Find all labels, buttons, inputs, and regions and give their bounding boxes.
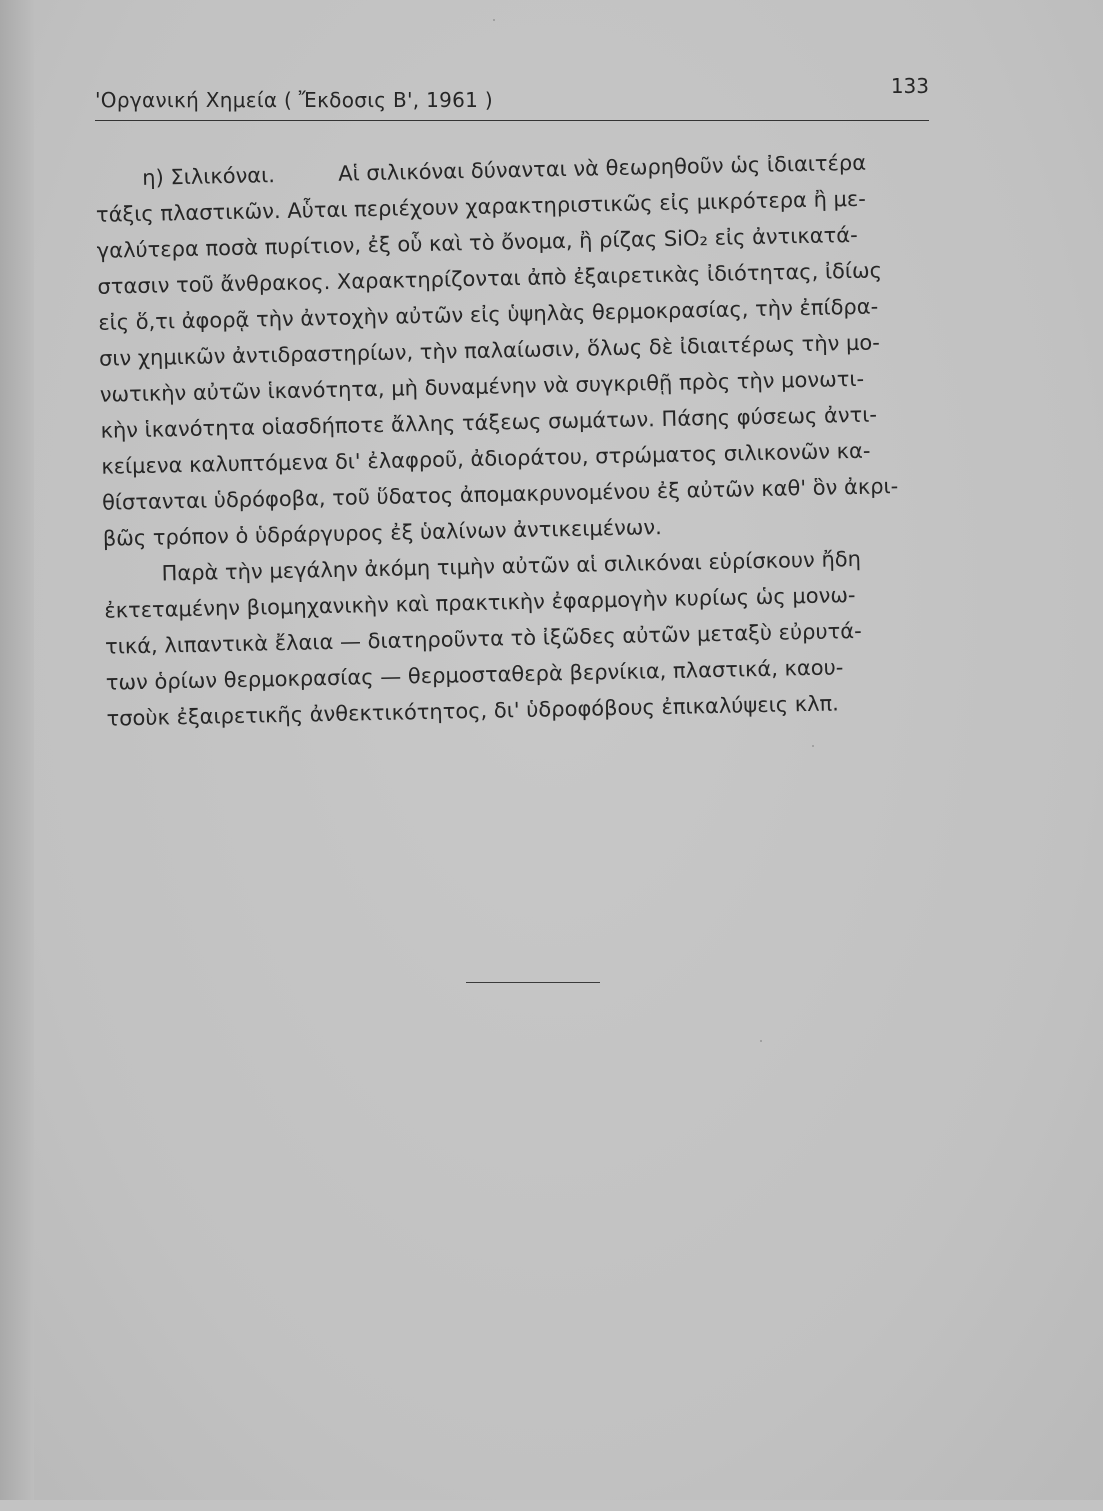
text-line: εἰς ὅ,τι ἀφορᾷ τὴν ἀντοχὴν αὐτῶν εἰς ὑψηλὰς θερμοκρασίας, τὴν ἐπίδρα- bbox=[98, 294, 879, 335]
running-title: 'Οργανική Χημεία ( Ἔκδοσις Β', 1961 ) bbox=[95, 88, 493, 112]
text-line: Παρὰ τὴν μεγάλην ἀκόμη τιμὴν αὐτῶν αἱ σιλικόναι εὑρίσκουν ἤδη bbox=[161, 546, 862, 586]
text-line: νωτικὴν αὐτῶν ἱκανότητα, μὴ δυναμένην νὰ συγκριθῇ πρὸς τὴν μονωτι- bbox=[99, 366, 865, 407]
text-line: Αἱ σιλικόναι δύνανται νὰ θεωρηθοῦν ὡς ἰδιαιτέρα bbox=[337, 150, 867, 186]
text-line: κὴν ἱκανότητα οἱασδήποτε ἄλλης τάξεως σωμάτων. Πάσης φύσεως ἀντι- bbox=[100, 402, 878, 443]
text-line: θίστανται ὑδρόφοβα, τοῦ ὕδατος ἀπομακρυνομένου ἐξ αὐτῶν καθ' ὃν ἀκρι- bbox=[101, 474, 899, 515]
text-line: στασιν τοῦ ἄνθρακος. Χαρακτηρίζονται ἀπὸ ἐξαιρετικὰς ἰδιότητας, ἰδίως bbox=[97, 258, 883, 299]
text-line: σιν χημικῶν ἀντιδραστηρίων, τὴν παλαίωσιν, ὅλως δὲ ἰδιαιτέρως τὴν μο- bbox=[98, 330, 881, 371]
text-line: ἐκτεταμένην βιομηχανικὴν καὶ πρακτικὴν ἐφαρμογὴν κυρίως ὡς μονω- bbox=[104, 583, 856, 623]
section-heading: η) Σιλικόναι. bbox=[142, 163, 276, 190]
text-line: τάξις πλαστικῶν. Αὗται περιέχουν χαρακτηριστικῶς εἰς μικρότερα ἢ με- bbox=[95, 186, 867, 227]
section-end-rule bbox=[466, 982, 600, 983]
text-line: βῶς τρόπον ὁ ὑδράργυρος ἐξ ὑαλίνων ἀντικειμένων. bbox=[102, 515, 663, 551]
scan-speck bbox=[812, 745, 814, 747]
text-line: γαλύτερα ποσὰ πυρίτιον, ἐξ οὗ καὶ τὸ ὄνομα, ἢ ρίζας SiO₂ εἰς ἀντικατά- bbox=[96, 222, 858, 263]
text-line: των ὁρίων θερμοκρασίας — θερμοσταθερὰ βερνίκια, πλαστικά, καου- bbox=[105, 655, 844, 695]
text-line: κείμενα καλυπτόμενα δι' ἐλαφροῦ, ἀδιοράτου, στρώματος σιλικονῶν κα- bbox=[101, 438, 871, 479]
page-number: 133 bbox=[890, 74, 929, 98]
scan-speck bbox=[493, 19, 495, 21]
scan-speck bbox=[760, 1040, 762, 1042]
text-line: τικά, λιπαντικὰ ἔλαια — διατηροῦντα τὸ ἰξῶδες αὐτῶν μεταξὺ εὐρυτά- bbox=[104, 618, 862, 659]
text-line: τσοὺκ ἐξαιρετικῆς ἀνθεκτικότητος, δι' ὑδροφόβους ἐπικαλύψεις κλπ. bbox=[106, 691, 840, 731]
